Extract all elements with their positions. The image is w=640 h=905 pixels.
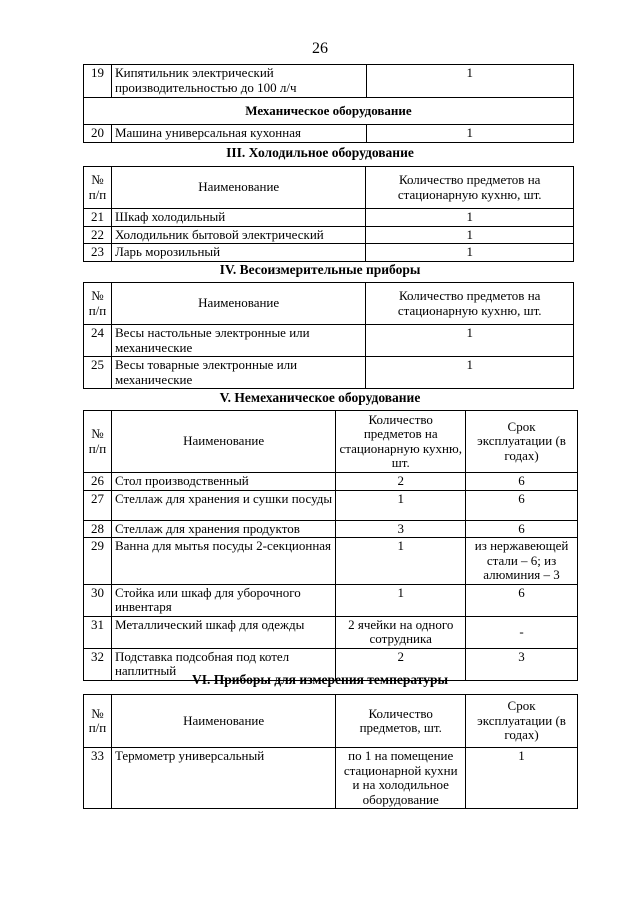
header-row: [84, 167, 574, 209]
header-name: Наименование: [111, 283, 365, 325]
row-number: 29: [84, 538, 112, 585]
row-number: 25: [84, 357, 112, 389]
item-name: Стеллаж для хранения продуктов: [111, 520, 335, 538]
row-number: 21: [84, 209, 112, 227]
item-quantity: 1: [366, 325, 574, 357]
item-quantity: 1: [336, 538, 466, 585]
table-continued: [83, 64, 574, 143]
row-number: 31: [84, 616, 112, 648]
header-term: Срок эксплуатации (в годах): [466, 411, 578, 473]
table-row: [84, 538, 578, 585]
table-row: [84, 125, 574, 143]
item-term: 6: [466, 473, 578, 491]
row-number: 22: [84, 226, 112, 244]
item-quantity: 1: [366, 226, 574, 244]
table-row: [84, 490, 578, 520]
item-name: Холодильник бытовой электрический: [111, 226, 365, 244]
header-quantity: Количество предметов на стационарную кухню, шт.: [366, 167, 574, 209]
table-row: [84, 65, 574, 98]
item-quantity: 1: [366, 357, 574, 389]
row-number: 20: [84, 125, 112, 143]
page-number: 26: [312, 40, 328, 57]
item-term: 6: [466, 490, 578, 520]
table-row: [84, 584, 578, 616]
subheading-row: [84, 98, 574, 125]
table-weighing: [83, 282, 574, 389]
row-number: 24: [84, 325, 112, 357]
table-row: [84, 244, 574, 262]
item-name: Стойка или шкаф для уборочного инвентаря: [111, 584, 335, 616]
header-row: [84, 411, 578, 473]
header-number: № п/п: [84, 695, 112, 748]
item-name: Шкаф холодильный: [111, 209, 365, 227]
row-number: 33: [84, 748, 112, 809]
header-name: Наименование: [111, 167, 365, 209]
table-row: [84, 616, 578, 648]
table-row: [84, 209, 574, 227]
table-row: [84, 748, 578, 809]
item-name: Ванна для мытья посуды 2-секционная: [111, 538, 335, 585]
item-name: Весы товарные электронные или механические: [111, 357, 365, 389]
table-row: [84, 325, 574, 357]
item-term: 3: [466, 648, 578, 680]
item-name: Машина универсальная кухонная: [111, 125, 366, 143]
item-quantity: 1: [336, 584, 466, 616]
subheading-mechanical: Механическое оборудование: [84, 98, 574, 125]
item-name: Подставка подсобная под котел наплитный: [111, 648, 335, 680]
row-number: 23: [84, 244, 112, 262]
item-name: Ларь морозильный: [111, 244, 365, 262]
row-number: 19: [84, 65, 112, 98]
header-term: Срок эксплуатации (в годах): [466, 695, 578, 748]
table-non-mechanical: [83, 410, 578, 681]
row-number: 26: [84, 473, 112, 491]
section-title: V. Немеханическое оборудование: [219, 390, 421, 405]
item-name: Стол производственный: [111, 473, 335, 491]
table-row: [84, 520, 578, 538]
item-name: Металлический шкаф для одежды: [111, 616, 335, 648]
item-name: Весы настольные электронные или механические: [111, 325, 365, 357]
header-quantity: Количество предметов, шт.: [336, 695, 466, 748]
header-number: № п/п: [84, 167, 112, 209]
row-number: 27: [84, 490, 112, 520]
item-term: 6: [466, 520, 578, 538]
row-number: 28: [84, 520, 112, 538]
item-term: -: [466, 616, 578, 648]
table-temperature: [83, 694, 578, 809]
item-quantity: по 1 на помещение стационарной кухни и на холодильное оборудование: [336, 748, 466, 809]
item-quantity: 1: [366, 125, 573, 143]
table-row: [84, 357, 574, 389]
item-quantity: 3: [336, 520, 466, 538]
item-quantity: 1: [366, 65, 573, 98]
header-quantity: Количество предметов на стационарную кухню, шт.: [336, 411, 466, 473]
header-number: № п/п: [84, 283, 112, 325]
header-name: Наименование: [111, 411, 335, 473]
table-row: [84, 226, 574, 244]
item-quantity: 2: [336, 648, 466, 680]
item-term: из нержавеющей стали – 6; из алюминия – 3: [466, 538, 578, 585]
item-term: 1: [466, 748, 578, 809]
table-row: [84, 473, 578, 491]
item-quantity: 1: [366, 244, 574, 262]
item-term: 6: [466, 584, 578, 616]
section-title: VI. Приборы для измерения температуры: [191, 672, 449, 687]
item-quantity: 2 ячейки на одного сотрудника: [336, 616, 466, 648]
item-quantity: 2: [336, 473, 466, 491]
header-row: [84, 695, 578, 748]
header-number: № п/п: [84, 411, 112, 473]
header-name: Наименование: [111, 695, 335, 748]
row-number: 30: [84, 584, 112, 616]
item-name: Кипятильник электрический производительностью до 100 л/ч: [111, 65, 366, 98]
item-name: Термометр универсальный: [111, 748, 335, 809]
section-title: IV. Весоизмерительные приборы: [219, 262, 421, 277]
table-refrigeration: [83, 166, 574, 262]
section-title: III. Холодильное оборудование: [226, 145, 414, 160]
header-row: [84, 283, 574, 325]
item-quantity: 1: [336, 490, 466, 520]
item-name: Стеллаж для хранения и сушки посуды: [111, 490, 335, 520]
item-quantity: 1: [366, 209, 574, 227]
header-quantity: Количество предметов на стационарную кухню, шт.: [366, 283, 574, 325]
row-number: 32: [84, 648, 112, 680]
